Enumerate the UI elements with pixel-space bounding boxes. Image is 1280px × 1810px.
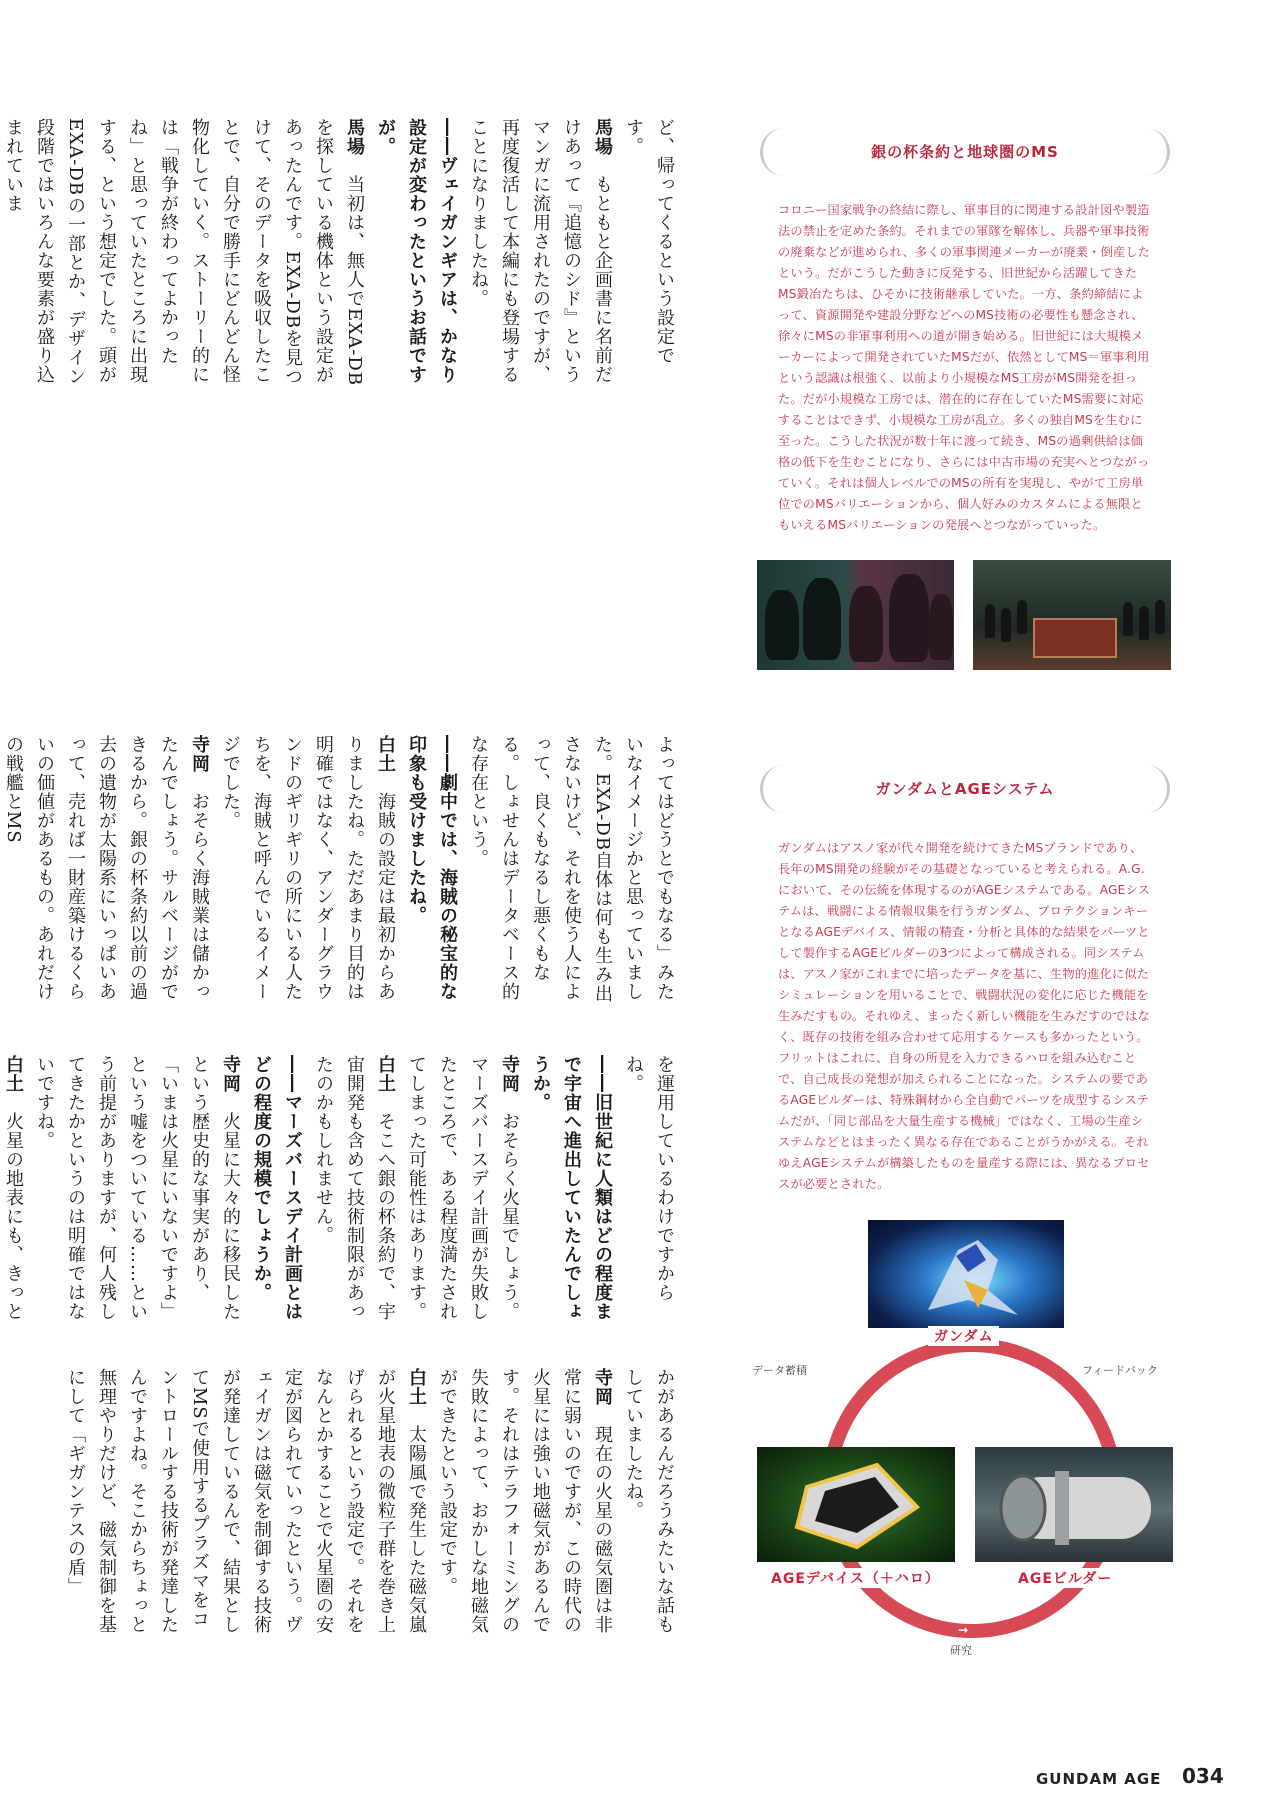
speech-text: 火星の地表にも、きっと (3, 1112, 24, 1321)
speech-text: を運用しているわけですからね。 (623, 1055, 675, 1302)
interview-paragraph (308, 1055, 401, 1327)
magazine-name: GUNDAM AGE (1036, 1770, 1162, 1788)
interview-paragraph (401, 1055, 525, 1327)
interview-paragraph (0, 1055, 29, 1327)
arrow-bottom-icon: → (958, 1623, 969, 1637)
sidebar-2-body: ガンダムはアスノ家が代々開発を続けてきたMSブランドであり、長年のMS開発の経験がその基礎となっていると考えられる。A.G.において、その伝統を体現するのがAGEシステムである。AGEシステムは、戦闘による情報収集を行うガンダム、プロテクションキーとなるAGEデバイス、情報の精査・分析と具体的な結果をパーツとして製作するAGEビルダーの3つによって構成される。同システムは、アスノ家がこれまでに培ったデータを基に、生物的進化に似たシミュレーションを用いることで、戦闘状況の変化に応じた機能を生みだすもの。それゆえ、まったく新しい機能を生みだすのではなく、既存の技術を組み合わせて応用するケースも多かったという。フリットはこれに、自身の所見を入力できるハロを組み込むことで、自己成長の発想が加えられることになった。システムの要であるAGEビルダーは、特殊鋼材から全自動でパーツを成型するシステムだが、「同じ部品を大量生産する機械」ではなく、工場の生産システムなどとはまったく異なる存在であることがうかがえる。それゆえAGEシステムが構築したものを量産する際には、異なるプロセスが必要とされた。 (778, 841, 1150, 1191)
speaker-name: 寺岡 (499, 1055, 520, 1112)
interview-paragraph (618, 118, 680, 390)
interview-tier-1 (3, 118, 680, 390)
edge-feedback-label: フィードバック (1082, 1364, 1158, 1377)
speaker-name: 白土 (406, 1368, 427, 1425)
speech-text: おそらく海賊業は儲かったんでしょう。サルベージができるから。銀の杯条約以前の過去の遺物が太陽系にいっぱいあって、売れば一財産築けるくらいの価値があるもの。あれだけの戦艦とMS (3, 735, 210, 1001)
mobile-suits-scene-image (757, 560, 954, 670)
speech-text: おそらく火星でしょう。マーズバースデイ計画が失敗したところで、ある程度満たされてしまった可能性はあります。 (406, 1055, 520, 1321)
arrow-left-icon: ↙ (848, 1380, 859, 1394)
interview-paragraph (29, 1055, 246, 1327)
sidebar-1-title: 銀の杯条約と地球圏のMS (871, 143, 1059, 161)
edge-research-label: 研究 (950, 1644, 972, 1657)
interviewer-question: ――マーズバースデイ計画とはどの程度の規模でしょうか。 (251, 1055, 303, 1321)
speech-text: ど、帰ってくるという設定です。 (623, 118, 675, 365)
interview-paragraph (463, 735, 680, 1007)
sidebar-2-title: ガンダムとAGEシステム (875, 780, 1055, 798)
node-age-device-label: AGEデバイス（＋ハロ） (765, 1568, 946, 1588)
age-device-image (757, 1447, 955, 1562)
speaker-name: 白土 (375, 735, 396, 792)
speaker-name: 寺岡 (592, 1368, 613, 1425)
speech-text: よってはどうとでもなる」みたいなイメージかと思っていました。EXA-DB自体は何も生み出さないけど、それを使う人によって、良くもなるし悪くもなる。しょせんはデータベース的な存在という。 (468, 735, 675, 1004)
interview-paragraph (0, 118, 370, 390)
interviewer-question: ――ヴェイガンギアは、かなり設定が変わったというお話ですが。 (375, 118, 458, 384)
speech-text: 火星に大々的に移民したという歴史的な事実があり、「いまは火星にいないですよ」という嘘をついている……という前提がありますが、何人残してきたかというのは明確ではないですね。 (34, 1055, 241, 1321)
interview-paragraph (463, 118, 618, 390)
speaker-name: 白土 (375, 1055, 396, 1112)
node-age-builder-label: AGEビルダー (1012, 1568, 1118, 1588)
sidebar-1-title-box (760, 128, 1170, 176)
speech-text: かがあるんだろうみたいな話もしていましたね。 (623, 1368, 675, 1634)
treaty-signing-scene-image (973, 560, 1171, 670)
interview-paragraph (432, 1368, 618, 1646)
speaker-name: 寺岡 (220, 1055, 241, 1112)
speaker-name: 馬場 (592, 118, 613, 175)
speech-text: 現在の火星の磁気圏は非常に弱いのですが、この時代の火星には強い地磁気があるんです。それはテラフォーミングの失敗によって、おかしな地磁気ができたという設定です。 (437, 1368, 613, 1634)
interview-paragraph (618, 1368, 680, 1646)
bracket-left-icon (760, 128, 793, 176)
interviewer-question: ――劇中では、海賊の秘宝的な印象も受けましたね。 (406, 735, 458, 1001)
speaker-name: 白土 (3, 1055, 24, 1112)
interview-tier-2 (3, 735, 680, 1007)
sidebar-1-body: コロニー国家戦争の終結に際し、軍事目的に関連する設計図や製造法の禁止を定めた条約。それまでの軍隊を解体し、兵器や軍事技術の廃棄などが進められ、多くの軍事関連メーカーが廃業・倒産したという。だがこうした動きに反発する、旧世紀から活躍してきたMS鍛冶たちは、ひそかに技術継承していた。一方、条約締結によって、資源開発や建設分野などへのMS技術の必要性も懸念され、徐々にMSの非軍事利用への道が開き始める。旧世紀には大規模メーカーによって開発されていたMSだが、依然としてMS＝軍事利用という認識は根強く、以前より小規模なMS工房がMS開発を担った。だが小規模な工房では、潜在的に存在していたMS需要に対応することはできず、小規模な工房が乱立。多くの独自MSを生むに至った。こうした状況が数十年に渡って続き、MSの過剰供給は価格の低下を生むことになり、さらには中古市場の充実へとつながっていく。それは個人レベルでのMSの所有を実現し、やがて工房単位でのMSバリエーションから、個人好みのカスタムによる無限ともいえるMSバリエーションの発展へとつながっていった。 (778, 203, 1151, 532)
sidebar-2-title-box (760, 765, 1170, 813)
bracket-right-icon (1137, 765, 1170, 813)
interview-paragraph (60, 1368, 432, 1646)
speaker-name: 寺岡 (189, 735, 210, 792)
age-builder-image (975, 1447, 1173, 1562)
interview-paragraph (0, 735, 215, 1007)
speech-text: そこへ銀の杯条約で、宇宙開発も含めて技術制限があったのかもしれません。 (313, 1055, 396, 1321)
edge-data-accumulation-label: データ蓄積 (752, 1364, 807, 1377)
speech-text: もともと企画書に名前だけあって『追憶のシド』というマンガに流用されたのですが、再度復活して本編にも登場することになりましたね。 (468, 118, 613, 384)
gundam-image (868, 1220, 1064, 1328)
bracket-left-icon (760, 765, 793, 813)
speech-text: 海賊の設定は最初からありましたね。ただあまり目的は明確ではなく、アンダーグラウンドのギリギリの所にいる人たちを、海賊と呼んでいるイメージでした。 (220, 735, 396, 1001)
node-gundam-label: ガンダム (928, 1326, 999, 1346)
arrow-right-icon: ↖ (1085, 1382, 1096, 1396)
interview-paragraph (618, 1055, 680, 1327)
interview-paragraph (215, 735, 401, 1007)
interview-tier-4 (65, 1368, 680, 1646)
interviewer-question: ――旧世紀に人類はどの程度まで宇宙へ進出していたんでしょうか。 (530, 1055, 613, 1321)
speech-text: 当初は、無人でEXA-DBを探している機体という設定があったんです。EXA-DBを見つけて、そのデータを吸収したことで、自分で勝手にどんどん怪物化していく。ストーリー的には「戦争が終わってよかったね」と思っていたところに出現する、という想定でした。頭がEXA-DBの一部とか、デザイン段階ではいろんな要素が盛り込まれていま (3, 118, 365, 387)
page-number: 034 (1182, 1764, 1224, 1788)
bracket-right-icon (1137, 128, 1170, 176)
interview-tier-3 (3, 1055, 680, 1327)
speech-text: 太陽風で発生した磁気嵐が火星地表の微粒子群を巻き上げられるという設定で。それをなんとかすることで火星圏の安定が図られていったという。ヴェイガンは磁気を制御する技術が発達しているんで、結果としてMSで使用するプラズマをコントロールする技術が発達したんですよね。そこからちょっと無理やりだけど、磁気制御を基にして「ギガンテスの盾」 (65, 1368, 427, 1634)
speaker-name: 馬場 (344, 118, 365, 175)
